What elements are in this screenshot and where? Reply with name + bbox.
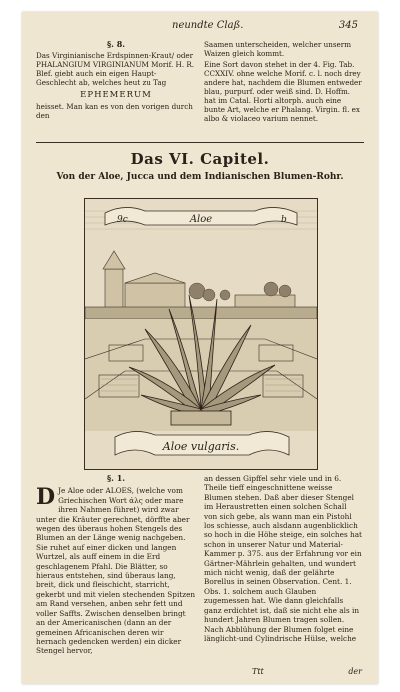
paragraph: Das Virginianische Erdspinnen-Kraut/ oder PHALANGIUM VIRGINIANUM Morif. H. R. Blef. giebt auch ein eigen Haupt-Geschlecht ab, welches heut zu Tag bbox=[36, 51, 195, 87]
drop-capital: D bbox=[36, 484, 56, 511]
section-number: §. 8. bbox=[106, 39, 126, 49]
catchword: der bbox=[348, 667, 362, 676]
divider-rule bbox=[36, 142, 364, 143]
signature-mark: Ttt bbox=[252, 667, 264, 676]
paragraph: Saamen unterscheiden, welcher unserm Waizen gleich kommt. bbox=[204, 40, 352, 58]
plate-numeral-right: b bbox=[281, 215, 287, 225]
body-paragraph: an dessen Gipffel sehr viele und in 6. Theile tieff eingeschnittene weisse Blumen stehen. Daß aber dieser Stengel im Heraustretten einen solchen Schall von sich gebe, als wann man ein Pistohl los schiesse, auch alsdann augenblicklich so hoch in die Höhe steige, ein solches hat schon in unserer Natur und Material-Kammer p. 375. aus der Erfahrung vor ein Gärtner-Mährlein gehalten, und wundert mich nicht wenig, daß der gelährte Borellus in seinen Observation. Cent. 1. Obs. 1. solchem auch Glauben zugemessen hat. Wie dann gleichfalls ganz erdichtet ist, daß sie nicht ehe als in hundert Jahren Blumen tragen sollen. Nach Abblühung der Blumen folget eine länglicht-und Cylindrische Hülse, welche bbox=[204, 474, 362, 643]
page-number: 345 bbox=[338, 20, 358, 31]
top-right-column bbox=[204, 40, 362, 125]
body-paragraph: Je Aloe oder ALOES, (welche vom Griechischen Wort άλς oder mare ihren Nahmen führet) wird zwar unter die Kräuter gerechnet, dörffte aber wegen des überaus hohen Stengels des Blumen an der Länge wenig nachgeben. Sie ruhet auf einer dicken und langen Wurtzel, als auff einem in die Erd geschlagenem Pfahl. Die Blätter, so hieraus entstehen, sind überaus lang, breit, dick und fleischicht, starricht, gekerbt und mit vielen stechenden Spitzen am Rand versehen, anben sehr fett und voller Saffts. Zwischen denselben bringt an der Americanischen (dann an der gemeinen Africanischen deren wir hernach gedencken werden) ein dicker Stengel hervor, bbox=[36, 486, 196, 656]
running-head bbox=[52, 20, 358, 34]
aloe-engraving bbox=[85, 199, 317, 469]
top-left-column bbox=[36, 40, 196, 122]
chapter-subtitle: Von der Aloe, Jucca und dem Indianischen Blumen-Rohr. bbox=[56, 172, 344, 182]
engraving-plate bbox=[84, 198, 318, 470]
chapter-title: Das VI. Capitel. bbox=[130, 150, 270, 168]
section-number: §. 1. bbox=[106, 473, 126, 483]
body-left-column bbox=[36, 474, 196, 656]
paragraph: Eine Sort davon stehet in der 4. Fig. Tab. CCXXIV. ohne welche Morif. c. l. noch drey andere hat, nachdem die Blumen entweder blau, purpurf. oder weiß sind. D. Hoffm. hat im Catal. Horti altorph. auch eine bunte Art, welche er Phalang. Virgin. fl. ex albo & violaceo varium nennet. bbox=[204, 60, 362, 123]
banner-top-label: Aloe bbox=[189, 214, 213, 225]
subheading: EPHEMERUM bbox=[80, 90, 152, 100]
banner-bottom-label: Aloe vulgaris. bbox=[162, 440, 240, 453]
running-title: neundte Claß. bbox=[172, 20, 244, 31]
plate-numeral-left: 9c bbox=[117, 215, 128, 225]
body-right-column bbox=[204, 474, 362, 643]
paragraph-tail: heisset. Man kan es von den vorigen durch den bbox=[36, 102, 193, 120]
book-page bbox=[22, 12, 378, 684]
